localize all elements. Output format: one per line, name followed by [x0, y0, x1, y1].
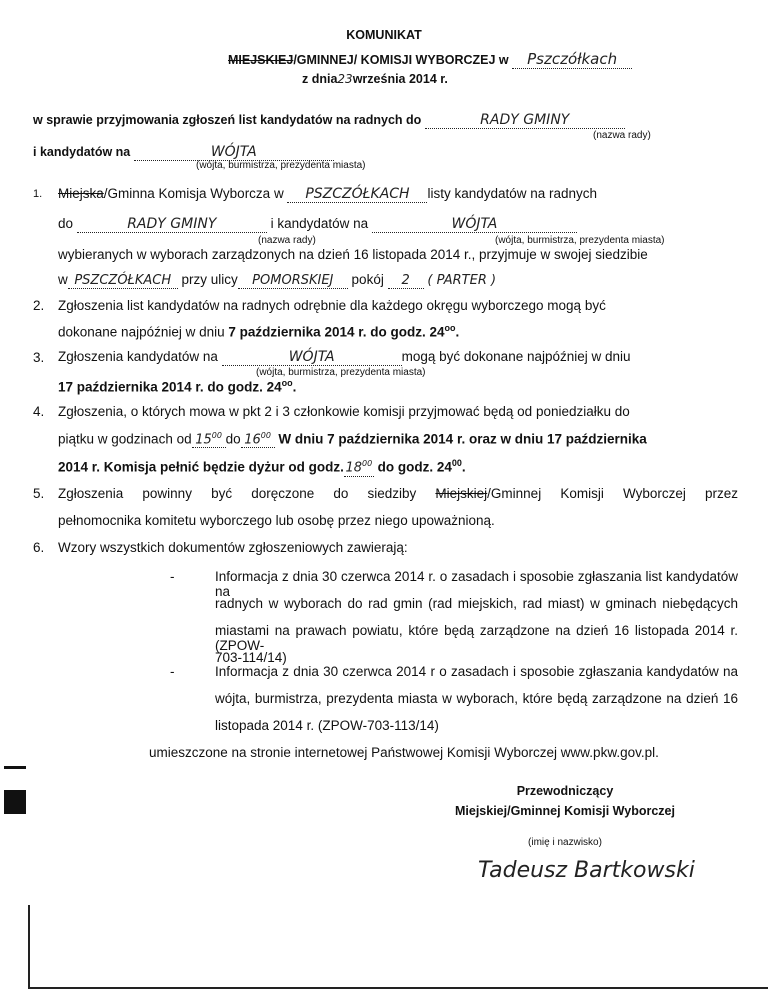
item-4-line-1: Zgłoszenia, o których mowa w pkt 2 i 3 członkowie komisji przyjmować będą od poniedziałku do — [58, 404, 630, 419]
item-1-line-3: wybieranych w wyborach zarządzonych na dzień 16 listopada 2014 r., przyjmuje w swojej siedzibie — [58, 247, 648, 262]
bullet-line: listopada 2014 r. (ZPOW-703-113/14) — [215, 718, 439, 733]
handwritten-location: Pszczółkach — [512, 50, 632, 69]
item-number: 5. — [33, 486, 45, 501]
signature-caption: (imię i nazwisko) — [528, 837, 602, 848]
item-6-intro: Wzory wszystkich dokumentów zgłoszeniowych zawierają: — [58, 540, 408, 555]
item-number: 2. — [33, 298, 45, 313]
handwritten-hour-from: $15^{00}$ — [192, 431, 226, 448]
caption-office: (wójta, burmistrza, prezydenta miasta) — [256, 367, 426, 378]
item-4-line-2: piątku w godzinach od $15^{00}$ do $16^{00}$ W dniu 7 października 2014 r. oraz w dniu 17 października — [58, 431, 647, 448]
handwritten-street: POMORSKIEJ — [238, 273, 348, 289]
item-1-line-4: w PSZCZÓŁKACH przy ulicy POMORSKIEJ pokój 2 ( PARTER ) — [58, 272, 497, 288]
subject-line-1: w sprawie przyjmowania zgłoszeń list kandydatów na radnych do RADY GMINY — [33, 112, 625, 129]
handwritten-council: RADY GMINY — [77, 216, 267, 233]
item-3-line-1: Zgłoszenia kandydatów na WÓJTA mogą być dokonane najpóźniej w dniu — [58, 349, 631, 365]
item-2-line-2: dokonane najpóźniej w dniu 7 października 2014 r. do godz. $24^{oo}$. — [58, 323, 460, 340]
caption-office: (wójta, burmistrza, prezydenta miasta) — [495, 235, 665, 246]
subject-line-2: i kandydatów na WÓJTA — [33, 144, 334, 161]
bullet-mark: - — [170, 664, 175, 679]
signature-title: Przewodniczący — [516, 784, 614, 798]
struck-word: MIEJSKIEJ — [228, 53, 294, 67]
handwritten-location: PSZCZÓŁKACH — [68, 273, 178, 289]
item-2-line-1: Zgłoszenia list kandydatów na radnych odrębnie dla każdego okręgu wyborczego mogą być — [58, 298, 606, 313]
scan-mark — [4, 790, 26, 814]
website-note: umieszczone na stronie internetowej Państwowej Komisji Wyborczej www.pkw.gov.pl. — [149, 745, 659, 760]
handwritten-floor: ( PARTER ) — [427, 273, 497, 288]
notice-commission-line: MIEJSKIEJ/GMINNEJ/ KOMISJI WYBORCZEJ w Pszczółkach — [228, 50, 632, 69]
bullet-line: Informacja z dnia 30 czerwca 2014 r o zasadach i sposobie zgłaszania kandydatów na — [215, 664, 738, 679]
handwritten-duty-hour: $18^{00}$ — [345, 459, 373, 476]
caption-council-name: (nazwa rady) — [593, 130, 651, 141]
item-number: 6. — [33, 540, 45, 555]
item-number: 1. — [33, 188, 43, 200]
signature-commission: Miejskiej/Gminnej Komisji Wyborczej — [455, 804, 675, 818]
handwritten-location: PSZCZÓŁKACH — [287, 186, 427, 203]
handwritten-signature: Tadeusz Bartkowski — [478, 858, 695, 883]
handwritten-office: WÓJTA — [222, 349, 402, 366]
bullet-line: wójta, burmistrza, prezydenta miasta w wyborach, które będą zarządzone na dzień 16 — [215, 691, 738, 706]
handwritten-room: 2 — [388, 273, 424, 289]
handwritten-office: WÓJTA — [372, 216, 577, 233]
caption-council-name: (nazwa rady) — [258, 235, 316, 246]
scan-border-line — [28, 987, 768, 989]
bullet-line: 703-114/14) — [215, 650, 287, 665]
item-1-line-1: Miejska/Gminna Komisja Wyborcza w PSZCZÓŁKACH listy kandydatów na radnych — [58, 186, 598, 202]
caption-office: (wójta, burmistrza, prezydenta miasta) — [196, 160, 366, 171]
handwritten-office: WÓJTA — [134, 144, 334, 161]
item-5-line-1: Zgłoszenia powinny być doręczone do siedziby Miejskiej/Gminnej Komisji Wyborczej przez — [58, 486, 738, 501]
bullet-line: radnych w wyborach do rad gmin (rad miejskich, rad miast) w gminach niebędących — [215, 596, 738, 611]
item-5-line-2: pełnomocnika komitetu wyborczego lub osobę przez niego upoważnioną. — [58, 513, 495, 528]
notice-date-line: z dnia23września 2014 r. — [302, 72, 448, 86]
bullet-line: Informacja z dnia 30 czerwca 2014 r. o zasadach i sposobie zgłaszania list kandydatów na — [215, 569, 738, 599]
scan-border-line — [28, 905, 30, 989]
item-1-line-2: do RADY GMINY i kandydatów na WÓJTA — [58, 216, 577, 233]
scan-mark — [4, 766, 26, 769]
item-number: 4. — [33, 404, 45, 419]
handwritten-day: 23 — [337, 72, 353, 86]
handwritten-council: RADY GMINY — [425, 112, 625, 129]
item-number: 3. — [33, 350, 45, 365]
item-3-line-2: 17 października 2014 r. do godz. $24^{oo}$. — [58, 378, 297, 395]
notice-title: KOMUNIKAT — [346, 28, 422, 42]
bullet-line: miastami na prawach powiatu, które będą zarządzone na dzień 16 listopada 2014 r. (ZPOW- — [215, 623, 738, 653]
item-4-line-3: 2014 r. Komisja pełnić będzie dyżur od godz. $18^{00}$ do godz. $24^{00}$. — [58, 458, 466, 476]
bullet-mark: - — [170, 569, 175, 584]
handwritten-hour-to: $16^{00}$ — [241, 431, 275, 448]
